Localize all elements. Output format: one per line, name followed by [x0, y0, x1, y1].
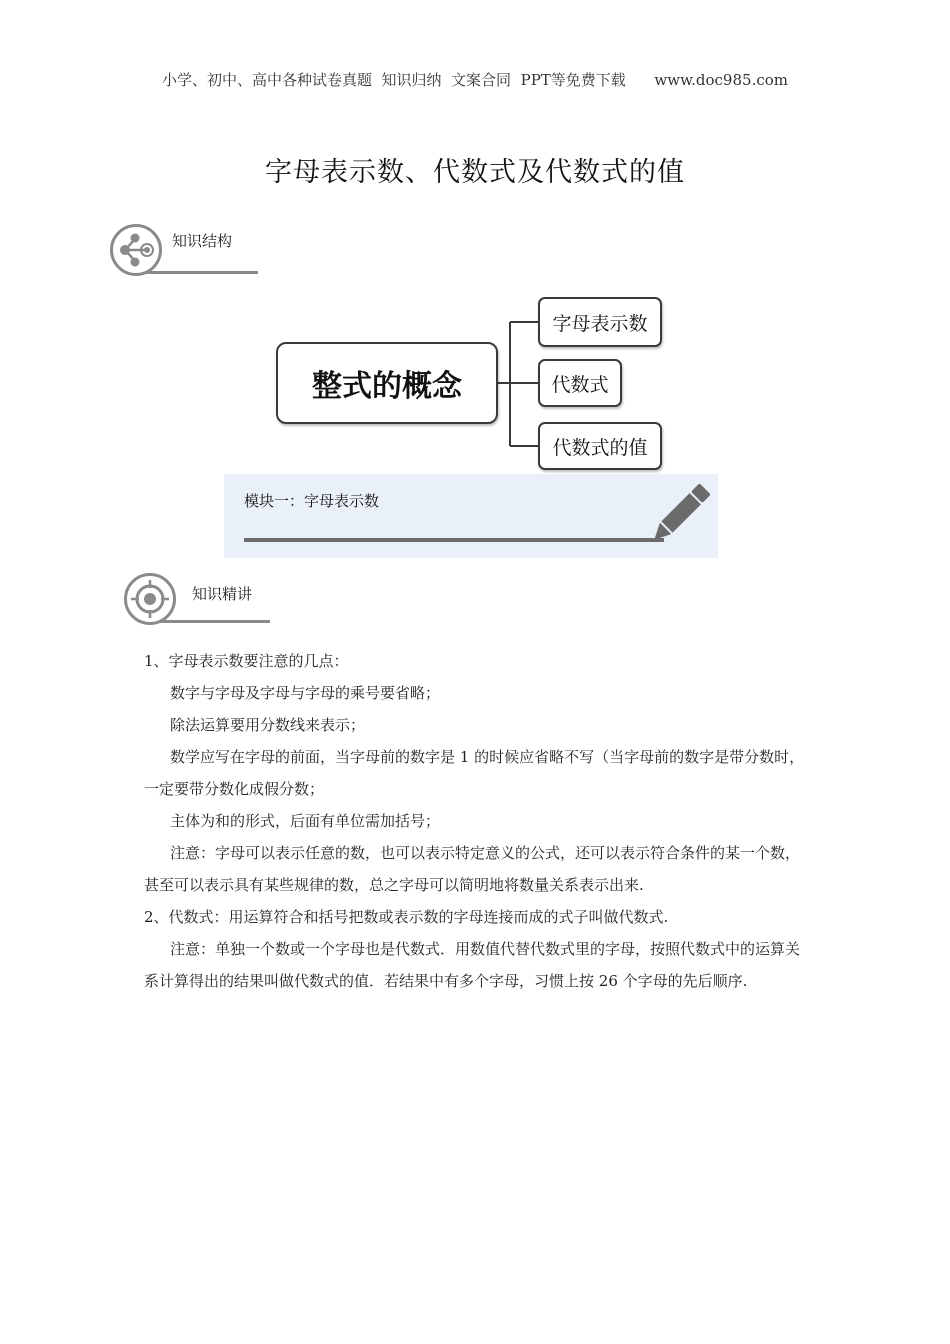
point-1-heading: 1、字母表示数要注意的几点： [144, 652, 349, 670]
mindmap-root: 整式的概念 [276, 342, 498, 424]
point-1-note: 注意：字母可以表示任意的数，也可以表示特定意义的公式，还可以表示符合条件的某一个数，甚至可以表示具有某些规律的数，总之字母可以简明地将数量关系表示出来. [144, 844, 801, 894]
mindmap-child-letters: 字母表示数 [538, 297, 662, 347]
section-label: 知识结构 [172, 232, 233, 250]
module-banner [224, 474, 718, 558]
module-label: 模块一：字母表示数 [244, 492, 380, 510]
network-icon [110, 224, 162, 276]
page-header: 小学、初中、高中各种试卷真题 知识归纳 文案合同 PPT等免费下载 www.doc985.com [161, 71, 788, 89]
mindmap-child-expression: 代数式 [538, 359, 622, 407]
target-icon [124, 573, 176, 625]
point-1-rule-a: 数字与字母及字母与字母的乘号要省略； [170, 684, 441, 702]
page-title: 字母表示数、代数式及代数式的值 [265, 157, 685, 188]
concept-mindmap [270, 292, 670, 477]
lecture-content [144, 645, 806, 997]
section-knowledge-structure [110, 222, 270, 278]
mindmap-child-expression-value: 代数式的值 [538, 422, 662, 470]
pencil-icon [644, 480, 714, 550]
point-2-note: 注意：单独一个数或一个字母也是代数式．用数值代替代数式里的字母，按照代数式中的运算关系计算得出的结果叫做代数式的值．若结果中有多个字母，习惯上按 26 个字母的先后顺序. [144, 940, 801, 990]
point-1-rule-b: 除法运算要用分数线来表示； [170, 716, 366, 734]
point-1-rule-d: 主体为和的形式，后面有单位需加括号； [170, 812, 441, 830]
section-knowledge-lecture [124, 571, 274, 627]
module-underline [244, 538, 664, 542]
point-2-definition: 2、代数式：用运算符合和括号把数或表示数的字母连接而成的式子叫做代数式. [144, 908, 669, 926]
point-1-rule-c: 数学应写在字母的前面，当字母前的数字是 1 的时候应省略不写（当字母前的数字是带分数时，一定要带分数化成假分数； [144, 748, 805, 798]
section-label: 知识精讲 [192, 585, 253, 603]
